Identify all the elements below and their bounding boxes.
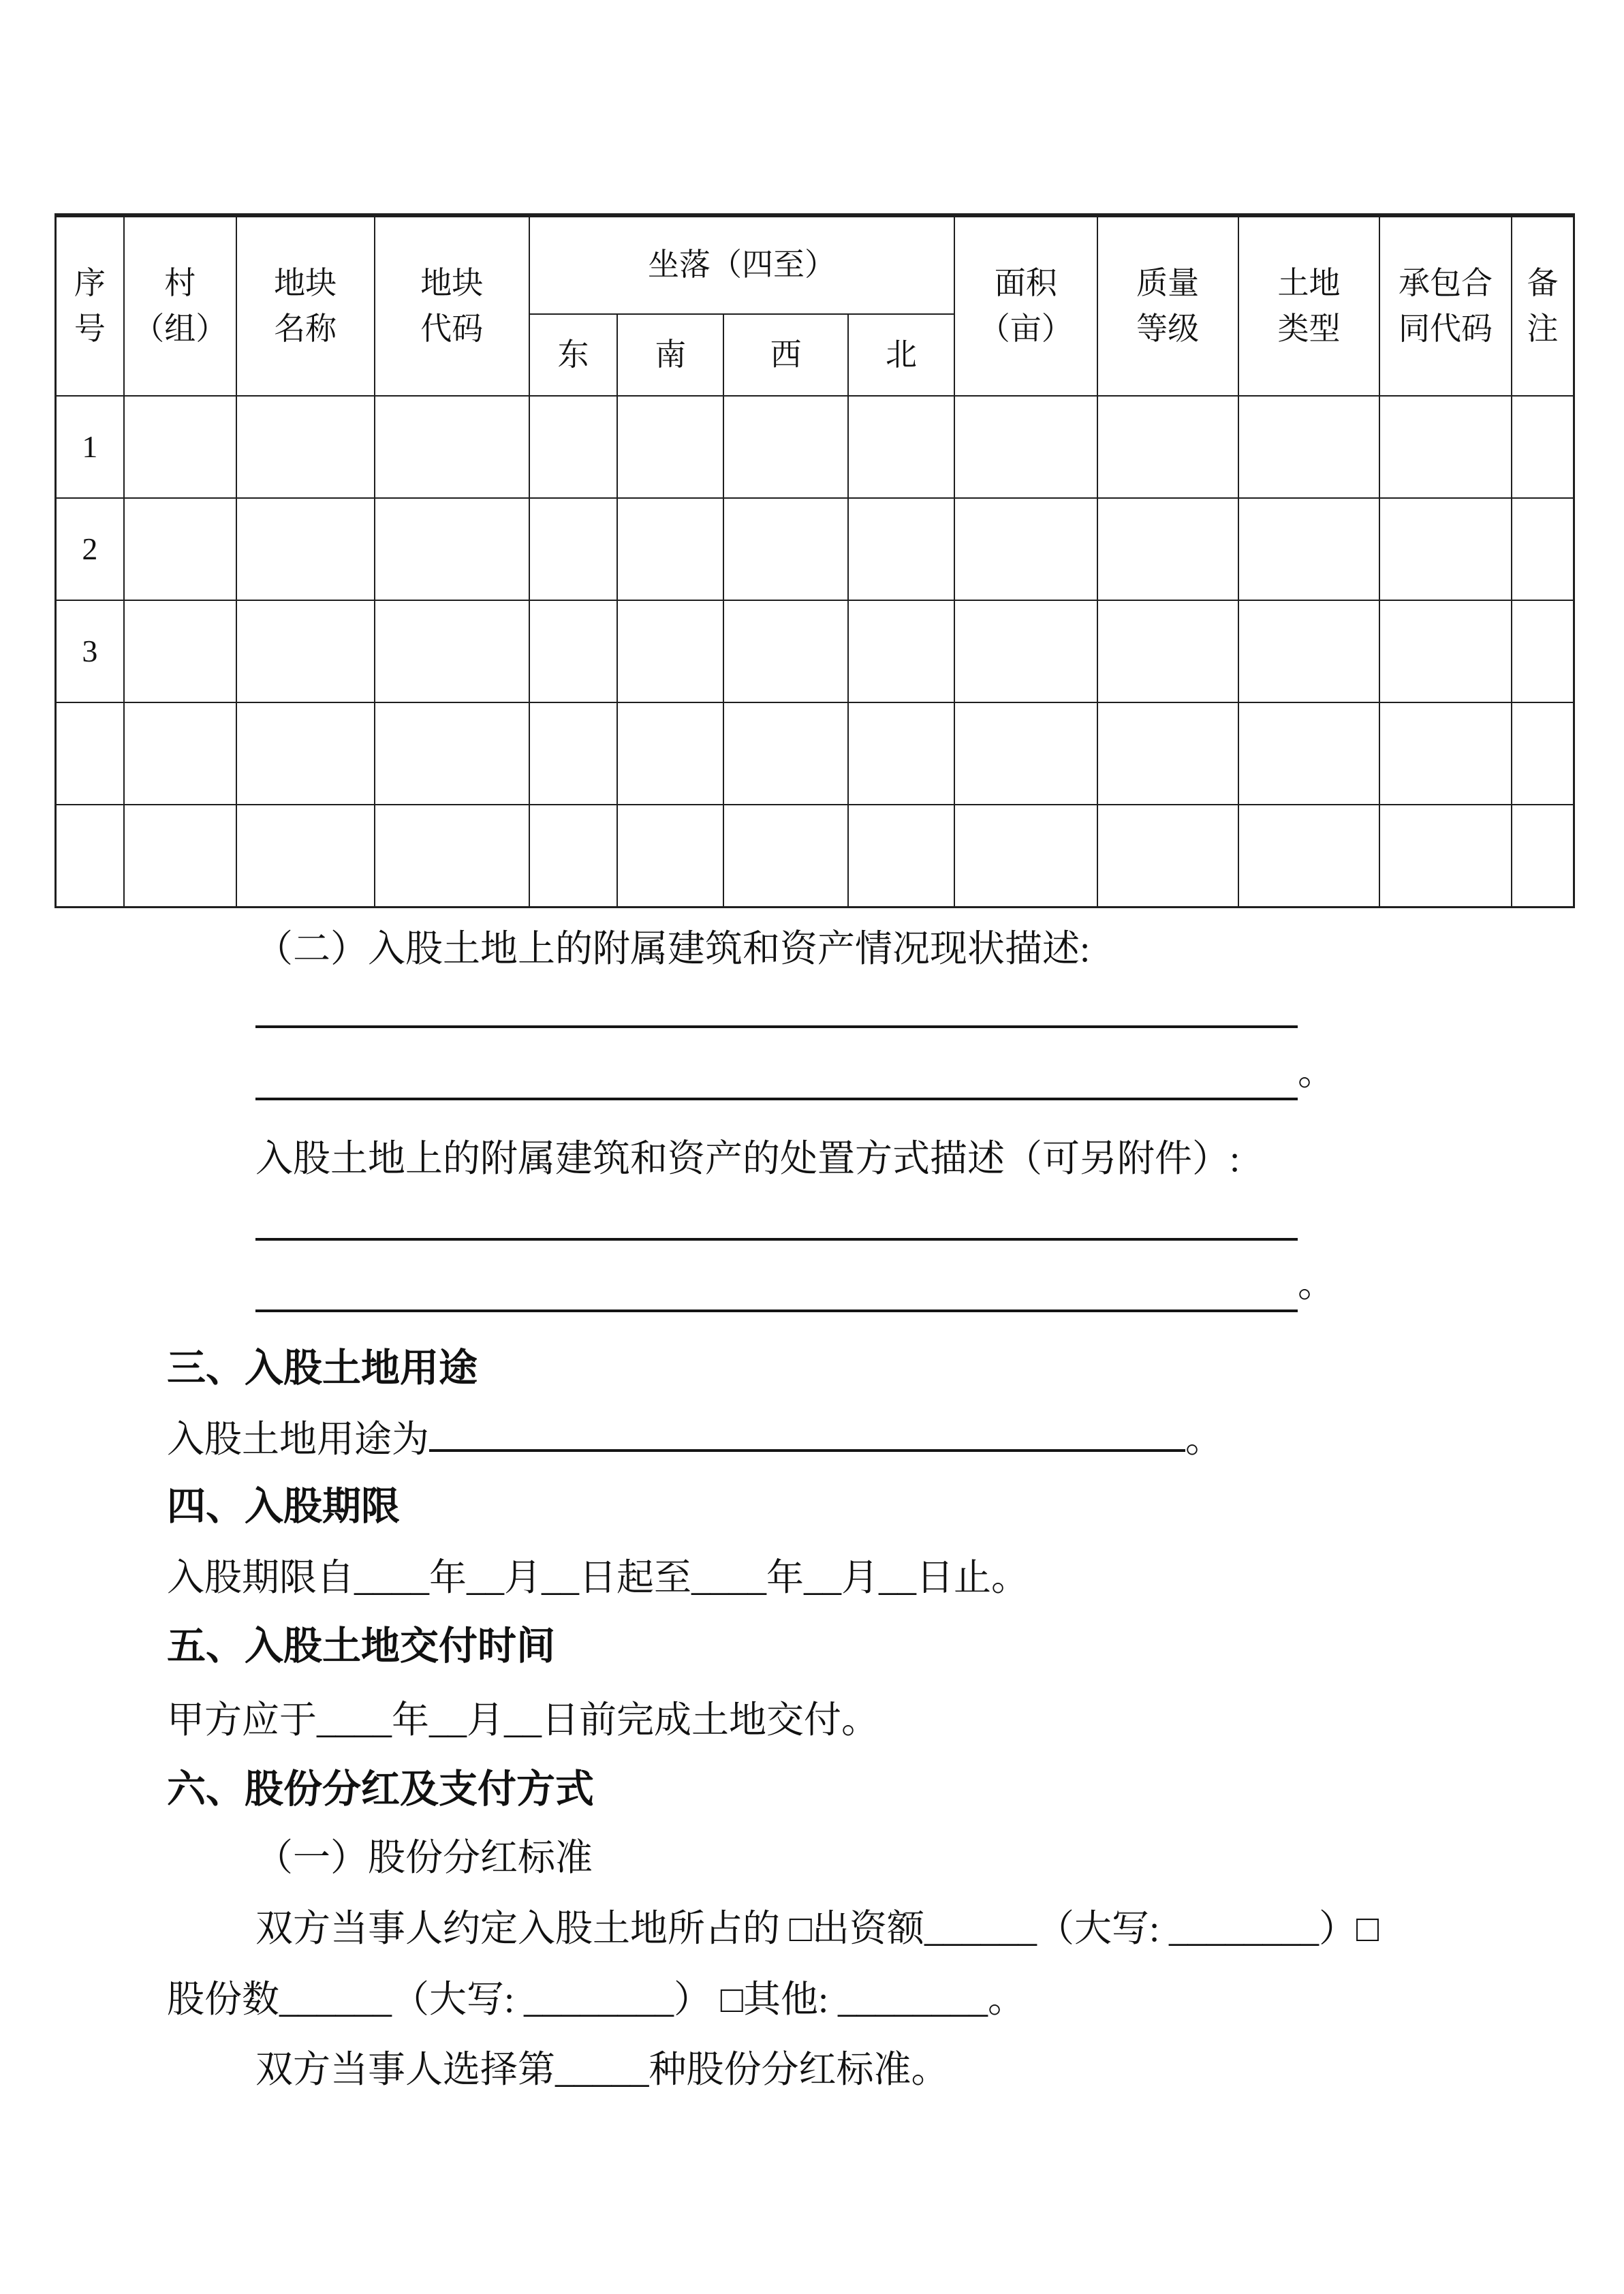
table-cell — [1512, 396, 1574, 498]
document-content — [54, 213, 1575, 2092]
table-cell — [1379, 600, 1512, 702]
table-cell — [617, 396, 723, 498]
col-header-location: 坐落（四至） — [529, 215, 954, 314]
table-cell — [124, 600, 236, 702]
section-6-title: 六、股份分红及支付方式 — [167, 1767, 594, 1811]
table-cell — [236, 805, 375, 907]
table-cell — [375, 600, 529, 702]
col-header-east: 东 — [529, 314, 617, 396]
section-6-sub1: （一）股份分红标准 — [255, 1836, 593, 1878]
table-cell — [848, 600, 954, 702]
table-cell — [529, 600, 617, 702]
col-header-remark: 备 注 — [1512, 215, 1574, 396]
col-header-land-type: 土地 类型 — [1238, 215, 1379, 396]
land-plots-table — [54, 213, 1575, 908]
table-cell — [723, 396, 848, 498]
table-cell — [1512, 805, 1574, 907]
table-cell — [954, 805, 1097, 907]
col-header-plot-name: 地块 名称 — [236, 215, 375, 396]
table-cell — [529, 805, 617, 907]
table-cell — [1512, 498, 1574, 600]
disposal-heading: 入股土地上的附属建筑和资产的处置方式描述（可另附件）: — [255, 1137, 1240, 1179]
table-cell — [236, 396, 375, 498]
table-cell — [1512, 702, 1574, 805]
table-cell — [1379, 396, 1512, 498]
table-cell — [848, 702, 954, 805]
table-cell — [1238, 805, 1379, 907]
table-cell — [954, 600, 1097, 702]
col-header-contract-code: 承包合 同代码 — [1379, 215, 1512, 396]
period-mark: 。 — [1185, 1418, 1223, 1460]
land-use-prefix: 入股土地用途为 — [167, 1418, 430, 1460]
table-cell — [1379, 702, 1512, 805]
col-header-quality: 质量 等级 — [1097, 215, 1238, 396]
table-cell — [375, 805, 529, 907]
seq-cell: 2 — [56, 498, 124, 600]
table-cell — [124, 498, 236, 600]
table-cell — [1238, 396, 1379, 498]
section-5-line: 甲方应于____年__月__日前完成土地交付。 — [167, 1699, 879, 1741]
table-cell — [617, 600, 723, 702]
table-row-1 — [56, 396, 1574, 498]
table-cell — [723, 498, 848, 600]
table-cell — [1097, 498, 1238, 600]
table-cell — [617, 498, 723, 600]
table-cell — [236, 600, 375, 702]
seq-cell: 3 — [56, 600, 124, 702]
table-cell — [1097, 600, 1238, 702]
table-cell — [1097, 702, 1238, 805]
table-cell — [848, 396, 954, 498]
fill-in-rule — [255, 1054, 1298, 1100]
table-cell — [954, 702, 1097, 805]
fill-in-rule — [255, 1266, 1298, 1312]
table-cell — [723, 702, 848, 805]
table-cell — [617, 702, 723, 805]
table-cell — [529, 702, 617, 805]
table-cell — [1097, 805, 1238, 907]
table-cell — [236, 498, 375, 600]
section-4-title: 四、入股期限 — [167, 1484, 400, 1528]
col-header-area: 面积 （亩） — [954, 215, 1097, 396]
dividend-choice-line: 双方当事人选择第_____种股份分红标准。 — [255, 2048, 949, 2090]
table-row-3 — [56, 600, 1574, 702]
table-cell — [1238, 498, 1379, 600]
blank-line — [255, 985, 1575, 1028]
section-2-heading: （二）入股土地上的附属建筑和资产情况现状描述: — [255, 927, 1091, 970]
section-5-title: 五、入股土地交付时间 — [167, 1624, 555, 1668]
table-cell — [124, 805, 236, 907]
period-mark: 。 — [1298, 1051, 1336, 1093]
table-cell — [1512, 600, 1574, 702]
table-cell — [848, 498, 954, 600]
section-4-line: 入股期限自____年__月__日起至____年__月__日止。 — [167, 1556, 1029, 1598]
table-cell — [1238, 600, 1379, 702]
table-cell — [617, 805, 723, 907]
blank-line — [255, 1051, 1575, 1100]
section-3-title: 三、入股土地用途 — [167, 1346, 478, 1390]
period-mark: 。 — [1298, 1262, 1336, 1305]
table-cell — [529, 396, 617, 498]
col-header-seq: 序 号 — [56, 215, 124, 396]
fill-in-rule — [255, 982, 1298, 1028]
col-header-plot-code: 地块 代码 — [375, 215, 529, 396]
seq-cell — [56, 805, 124, 907]
table-cell — [723, 600, 848, 702]
table-cell — [723, 805, 848, 907]
table-cell — [375, 396, 529, 498]
table-cell — [848, 805, 954, 907]
table-cell — [954, 498, 1097, 600]
col-header-north: 北 — [848, 314, 954, 396]
section-3-line — [54, 1418, 1575, 1461]
table-cell — [954, 396, 1097, 498]
seq-cell — [56, 702, 124, 805]
col-header-south: 南 — [617, 314, 723, 396]
table-cell — [529, 498, 617, 600]
blank-line — [255, 1262, 1575, 1312]
fill-in-blank — [429, 1445, 1185, 1452]
seq-cell: 1 — [56, 396, 124, 498]
table-row-4 — [56, 702, 1574, 805]
table-cell — [375, 498, 529, 600]
table-cell — [375, 702, 529, 805]
table-cell — [124, 396, 236, 498]
table-cell — [1379, 498, 1512, 600]
table-cell — [1238, 702, 1379, 805]
table-cell — [1097, 396, 1238, 498]
dividend-option-line-2: 股份数______（大写: ________） □其他: ________。 — [167, 1978, 1026, 2020]
table-row-2 — [56, 498, 1574, 600]
col-header-village: 村 （组） — [124, 215, 236, 396]
dividend-option-line-1: 双方当事人约定入股土地所占的 □出资额______（大写: ________）□ — [255, 1907, 1379, 1949]
table-cell — [1379, 805, 1512, 907]
fill-in-rule — [255, 1194, 1298, 1241]
table-cell — [124, 702, 236, 805]
blank-line — [255, 1197, 1575, 1241]
table-cell — [236, 702, 375, 805]
col-header-west: 西 — [723, 314, 848, 396]
table-row-5 — [56, 805, 1574, 907]
